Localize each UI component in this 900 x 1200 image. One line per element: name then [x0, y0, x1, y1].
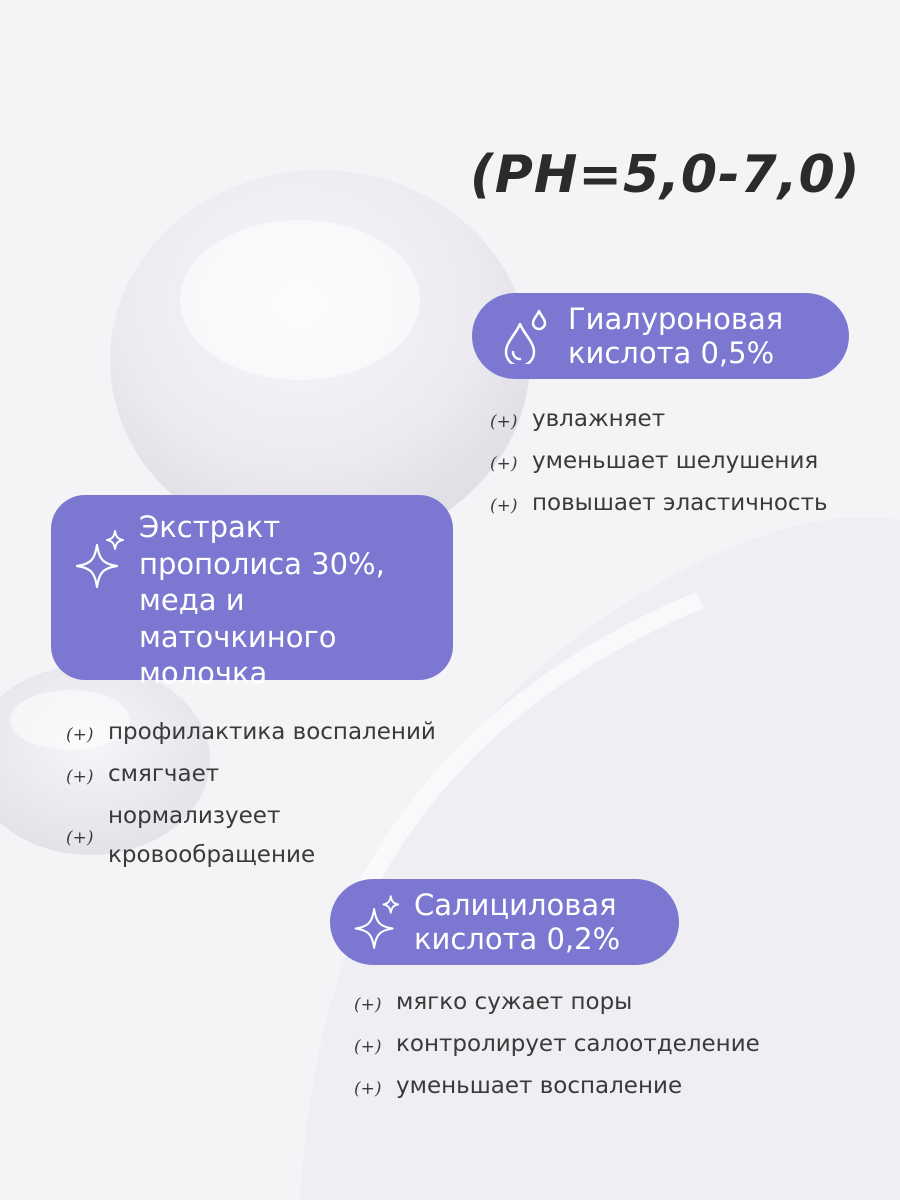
plus-bullet: (+) [490, 412, 518, 432]
list-item [490, 400, 828, 442]
list-item [490, 484, 828, 526]
benefit-text: повышает эластичность [532, 490, 828, 516]
list-item [66, 713, 436, 755]
ingredient-badge-hyaluronic [472, 293, 849, 379]
ingredient-title: Гиалуроновая кислота 0,5% [568, 302, 784, 370]
list-item [354, 1025, 760, 1067]
benefit-text: профилактика воспалений [108, 719, 436, 745]
list-item [490, 442, 828, 484]
sparkles-icon [352, 893, 400, 951]
plus-bullet: (+) [490, 454, 518, 474]
list-item [354, 1067, 760, 1109]
water-drops-icon [502, 308, 550, 364]
benefit-text: контролирует салоотделение [396, 1031, 760, 1057]
benefits-list-hyaluronic [490, 400, 828, 526]
ingredient-badge-salicylic [330, 879, 679, 965]
plus-bullet: (+) [66, 725, 94, 745]
plus-bullet: (+) [354, 1037, 382, 1057]
benefit-text: нормализуеет кровообращение [108, 803, 316, 868]
ph-label: (PH=5,0-7,0) [470, 145, 861, 205]
benefit-text: уменьшает воспаление [396, 1073, 683, 1099]
list-item [66, 797, 366, 875]
benefit-text: уменьшает шелушения [532, 448, 819, 474]
sparkles-icon [73, 529, 125, 589]
plus-bullet: (+) [354, 995, 382, 1015]
ingredient-title: Салициловая кислота 0,2% [414, 888, 621, 956]
benefit-text: мягко сужает поры [396, 989, 633, 1015]
benefits-list-salicylic [354, 983, 760, 1109]
plus-bullet: (+) [66, 767, 94, 787]
list-item [66, 755, 436, 797]
ingredient-badge-propolis [51, 495, 453, 690]
plus-bullet: (+) [66, 828, 94, 848]
ingredient-title: Экстракт прополиса 30%, меда и маточкиного молочка [139, 510, 385, 690]
plus-bullet: (+) [354, 1079, 382, 1099]
benefits-list-propolis [66, 713, 436, 875]
benefit-text: смягчает [108, 761, 220, 787]
plus-bullet: (+) [490, 496, 518, 516]
benefit-text: увлажняет [532, 406, 666, 432]
list-item [354, 983, 760, 1025]
